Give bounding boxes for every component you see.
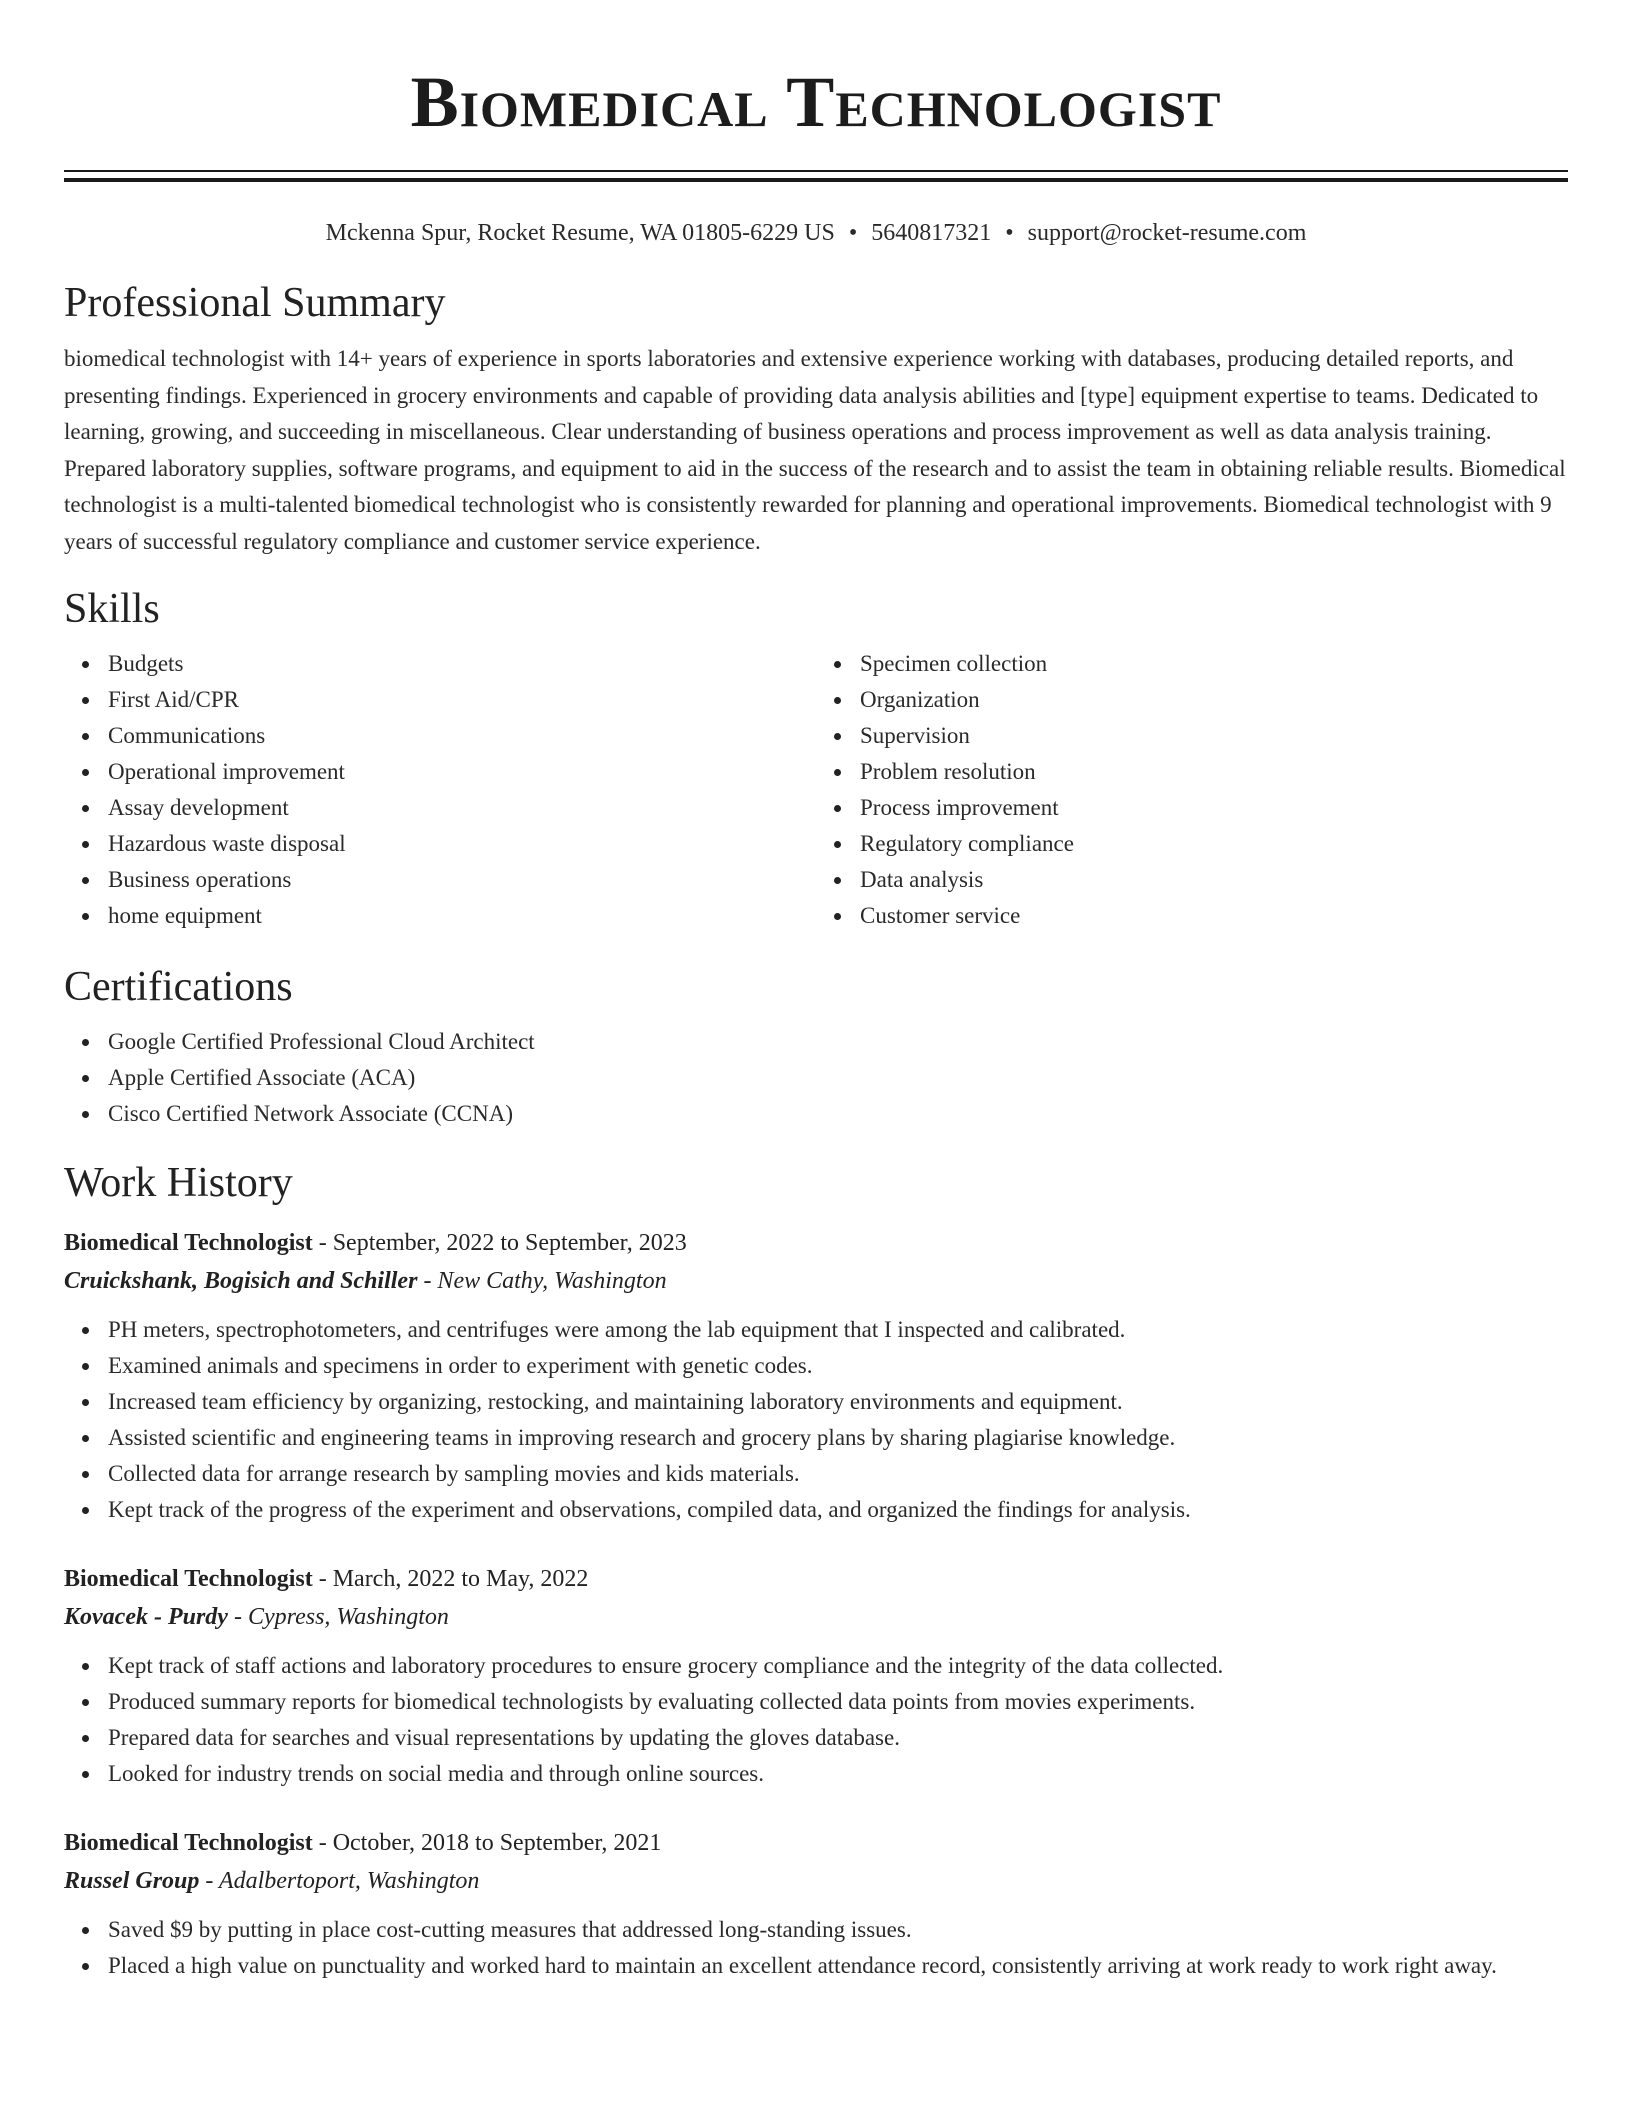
skill-item: Hazardous waste disposal [108, 826, 816, 862]
title-rule-thin [64, 170, 1568, 172]
job-bullet: Kept track of the progress of the experiment and observations, compiled data, and organized the findings for analysis. [108, 1492, 1568, 1528]
skill-item: Process improvement [860, 790, 1568, 826]
job-bullet: Kept track of staff actions and laboratory procedures to ensure grocery compliance and the integrity of the data collected. [108, 1648, 1568, 1684]
job-bullet: Produced summary reports for biomedical technologists by evaluating collected data points from movies experiments. [108, 1684, 1568, 1720]
skill-item: First Aid/CPR [108, 682, 816, 718]
job-bullet: Increased team efficiency by organizing, restocking, and maintaining laboratory environments and equipment. [108, 1384, 1568, 1420]
title-rule-thick [64, 178, 1568, 182]
skill-item: Budgets [108, 646, 816, 682]
job-location: - New Cathy, Washington [423, 1268, 667, 1294]
skill-item: Problem resolution [860, 754, 1568, 790]
summary-section [64, 278, 1568, 560]
job-location: - Adalbertoport, Washington [205, 1868, 480, 1894]
job-company: Russel Group [64, 1868, 200, 1894]
certification-item: Apple Certified Associate (ACA) [108, 1060, 1568, 1096]
job-header [64, 1560, 1568, 1598]
skill-item: Business operations [108, 862, 816, 898]
summary-heading: Professional Summary [64, 280, 446, 326]
job-header [64, 1824, 1568, 1862]
contact-email: support@rocket-resume.com [1027, 220, 1307, 246]
job-entry [64, 1560, 1568, 1792]
certifications-list [64, 1024, 1568, 1132]
skills-columns [64, 646, 1568, 934]
skill-item: Operational improvement [108, 754, 816, 790]
skills-list-left [64, 646, 816, 934]
job-title: Biomedical Technologist [64, 1830, 313, 1856]
contact-address: Mckenna Spur, Rocket Resume, WA 01805-6229 US [325, 220, 835, 246]
job-header [64, 1224, 1568, 1262]
job-bullets [64, 1648, 1568, 1792]
contact-separator: • [1005, 220, 1014, 246]
job-bullets [64, 1912, 1568, 1984]
job-bullet: Prepared data for searches and visual representations by updating the gloves database. [108, 1720, 1568, 1756]
job-bullet: Examined animals and specimens in order to experiment with genetic codes. [108, 1348, 1568, 1384]
skill-item: Specimen collection [860, 646, 1568, 682]
work-history-section [64, 1158, 1568, 1984]
job-dates: - September, 2022 to September, 2023 [318, 1230, 687, 1256]
skill-item: Communications [108, 718, 816, 754]
certification-item: Google Certified Professional Cloud Architect [108, 1024, 1568, 1060]
job-title: Biomedical Technologist [64, 1566, 313, 1592]
job-bullet: Placed a high value on punctuality and worked hard to maintain an excellent attendance record, consistently arriving at work ready to work right away. [108, 1948, 1568, 1984]
job-bullet: Assisted scientific and engineering teams in improving research and grocery plans by sharing plagiarise knowledge. [108, 1420, 1568, 1456]
certifications-section [64, 962, 1568, 1132]
skill-item: Organization [860, 682, 1568, 718]
job-bullet: Saved $9 by putting in place cost-cutting measures that addressed long-standing issues. [108, 1912, 1568, 1948]
job-company-line [64, 1862, 1568, 1900]
job-dates: - March, 2022 to May, 2022 [318, 1566, 589, 1592]
skill-item: Assay development [108, 790, 816, 826]
certification-item: Cisco Certified Network Associate (CCNA) [108, 1096, 1568, 1132]
contact-separator: • [848, 220, 858, 246]
skills-list-right [816, 646, 1568, 934]
contact-line [64, 218, 1568, 248]
job-company: Kovacek - Purdy [64, 1604, 228, 1630]
work-history-heading: Work History [64, 1160, 293, 1206]
job-entry [64, 1224, 1568, 1528]
contact-phone: 5640817321 [871, 220, 992, 246]
job-bullet: Collected data for arrange research by sampling movies and kids materials. [108, 1456, 1568, 1492]
skill-item: Data analysis [860, 862, 1568, 898]
job-dates: - October, 2018 to September, 2021 [318, 1830, 662, 1856]
job-bullets [64, 1312, 1568, 1528]
job-location: - Cypress, Washington [233, 1604, 449, 1630]
summary-text: biomedical technologist with 14+ years of experience in sports laboratories and extensive experience working with databases, producing detailed reports, and presenting findings. Experienced in grocery environments and capable of providing data analysis abilities and [type] equipment expertise to teams. Dedicated to learning, growing, and succeeding in miscellaneous. Clear understanding of business operations and process improvement as well as data analysis training. Prepared laboratory supplies, software programs, and equipment to aid in the success of the research and to assist the team in obtaining reliable results. Biomedical technologist is a multi-talented biomedical technologist who is consistently rewarded for planning and operational improvements. Biomedical technologist with 9 years of successful regulatory compliance and customer service experience. [64, 346, 1566, 554]
job-entry [64, 1824, 1568, 1984]
job-title: Biomedical Technologist [64, 1230, 313, 1256]
job-company-line [64, 1598, 1568, 1636]
skills-heading: Skills [64, 586, 160, 632]
job-bullet: Looked for industry trends on social media and through online sources. [108, 1756, 1568, 1792]
job-company-line [64, 1262, 1568, 1300]
job-company: Cruickshank, Bogisich and Schiller [64, 1268, 418, 1294]
skill-item: home equipment [108, 898, 816, 934]
resume-title: Biomedical Technologist [410, 62, 1222, 142]
resume-page [64, 0, 1568, 1984]
certifications-heading: Certifications [64, 964, 293, 1010]
skill-item: Supervision [860, 718, 1568, 754]
skill-item: Regulatory compliance [860, 826, 1568, 862]
skill-item: Customer service [860, 898, 1568, 934]
skills-section [64, 584, 1568, 934]
job-bullet: PH meters, spectrophotometers, and centrifuges were among the lab equipment that I inspected and calibrated. [108, 1312, 1568, 1348]
